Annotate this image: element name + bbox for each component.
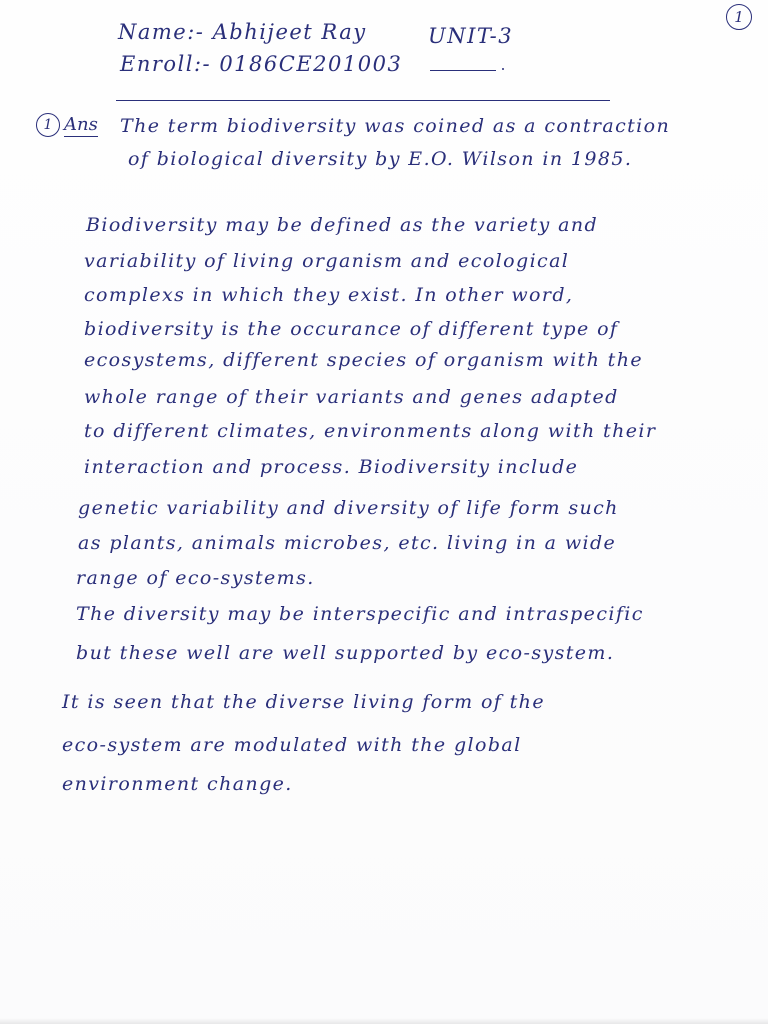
blank-underline — [430, 70, 496, 71]
answer-line: complexs in which they exist. In other word, — [84, 284, 574, 306]
answer-line: The diversity may be interspecific and intraspecific — [76, 603, 644, 625]
answer-label: Ans — [64, 114, 98, 135]
answer-line: range of eco-systems. — [76, 567, 315, 589]
header-separator — [116, 100, 610, 101]
answer-line: as plants, animals microbes, etc. living in a wide — [78, 532, 617, 554]
answer-line: Biodiversity may be defined as the variety and — [86, 214, 599, 236]
answer-line: biodiversity is the occurance of different type of — [84, 318, 619, 340]
page-number-circle: 1 — [726, 4, 752, 30]
enrollment-number: Enroll:- 0186CE201003 — [120, 52, 403, 76]
answer-line: environment change. — [62, 773, 293, 795]
answer-line: variability of living organism and ecological — [84, 250, 570, 272]
student-name: Name:- Abhijeet Ray — [118, 20, 367, 44]
answer-line: of biological diversity by E.O. Wilson in 1985. — [128, 148, 633, 170]
answer-line: The term biodiversity was coined as a contraction — [120, 115, 671, 137]
answer-line: interaction and process. Biodiversity include — [84, 456, 579, 478]
answer-line: genetic variability and diversity of life form such — [78, 497, 619, 519]
answer-line: whole range of their variants and genes adapted — [84, 386, 619, 408]
unit-label: UNIT-3 — [428, 24, 514, 48]
answer-line: It is seen that the diverse living form of the — [62, 691, 545, 713]
answer-line: but these well are well supported by eco-system. — [76, 642, 615, 664]
answer-line: ecosystems, different species of organism with the — [84, 349, 643, 371]
question-number-circle: 1 — [36, 113, 60, 137]
page-bottom-edge — [0, 1018, 768, 1024]
answer-line: eco-system are modulated with the global — [62, 734, 522, 756]
answer-line: to different climates, environments along with their — [84, 420, 657, 442]
